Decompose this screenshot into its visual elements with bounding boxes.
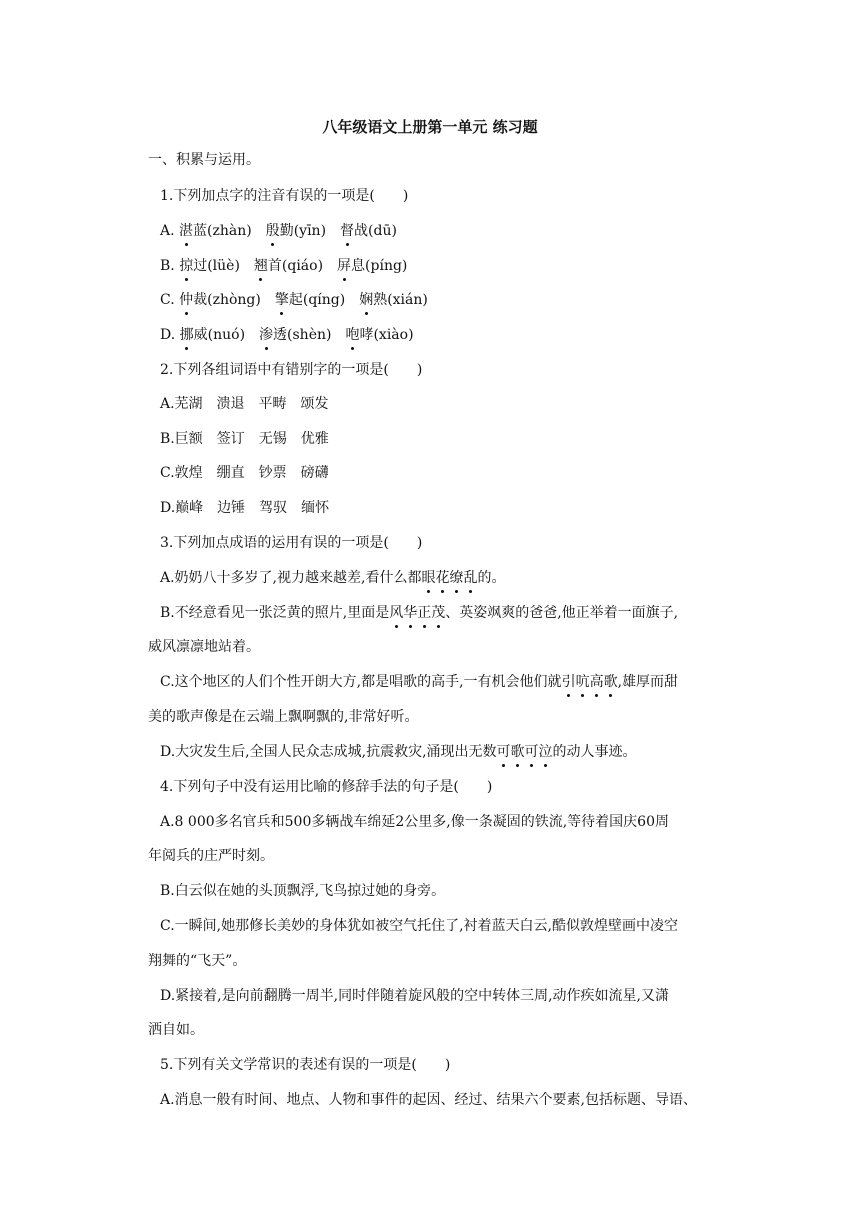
question-1-option-b: B. 掠过(lüè) 翘首(qiáo) 屏息(píng) — [160, 258, 408, 274]
question-4-option-c: C.一瞬间,她那修长美妙的身体犹如被空气托住了,衬着蓝天白云,酷似敦煌壁画中凌空 — [160, 918, 679, 934]
question-5-option-a: A.消息一般有时间、地点、人物和事件的起因、经过、结果六个要素,包括标题、导语、 — [160, 1092, 698, 1108]
question-4-option-b: B.白云似在她的头顶飘浮,飞鸟掠过她的身旁。 — [160, 883, 446, 899]
section-heading: 一、积累与运用。 — [148, 152, 260, 168]
question-2-option-a: A.芜湖 溃退 平畴 颂发 — [160, 396, 329, 412]
question-4-option-a-cont: 年阅兵的庄严时刻。 — [148, 848, 274, 864]
question-3-option-c: C.这个地区的人们个性开朗大方,都是唱歌的高手,一有机会他们就引吭高歌,雄厚而甜 — [160, 674, 679, 690]
question-5-stem: 5.下列有关文学常识的表述有误的一项是( ) — [160, 1057, 451, 1073]
question-1-option-d: D. 挪威(nuó) 渗透(shèn) 咆哮(xiào) — [160, 327, 414, 343]
question-1-option-a: A. 湛蓝(zhàn) 殷勤(yīn) 督战(dū) — [160, 223, 397, 239]
question-2-option-c: C.敦煌 绷直 钞票 磅礴 — [160, 465, 329, 481]
dotted-idiom: 风华正茂 — [389, 605, 446, 621]
page-title: 八年级语文上册第一单元 练习题 — [322, 118, 538, 136]
question-2-stem: 2.下列各组词语中有错别字的一项是( ) — [160, 362, 423, 378]
question-4-option-d-cont: 洒自如。 — [148, 1022, 204, 1038]
question-3-option-b: B.不经意看见一张泛黄的照片,里面是风华正茂、英姿飒爽的爸爸,他正举着一面旗子, — [160, 605, 679, 621]
question-3-option-b-cont: 威风凛凛地站着。 — [148, 639, 260, 655]
question-4-option-c-cont: 翔舞的“飞天”。 — [148, 953, 247, 969]
question-3-option-c-cont: 美的歌声像是在云端上飘啊飘的,非常好听。 — [148, 709, 419, 725]
question-2-option-d: D.巅峰 边锤 驾驭 缅怀 — [160, 500, 330, 516]
question-3-option-d: D.大灾发生后,全国人民众志成城,抗震救灾,涌现出无数可歌可泣的动人事迹。 — [160, 744, 637, 760]
question-2-option-b: B.巨额 签订 无锡 优雅 — [160, 431, 329, 447]
question-1-option-c: C. 仲裁(zhòng) 擎起(qíng) 娴熟(xián) — [160, 292, 428, 308]
question-1-stem: 1.下列加点字的注音有误的一项是( ) — [160, 188, 409, 204]
dotted-idiom: 眼花缭乱 — [421, 570, 478, 586]
dotted-idiom: 可歌可泣 — [496, 744, 553, 760]
dotted-idiom: 引吭高歌 — [561, 674, 618, 690]
question-3-option-a: A.奶奶八十多岁了,视力越来越差,看什么都眼花缭乱的。 — [160, 570, 506, 586]
question-4-option-d: D.紧接着,是向前翻腾一周半,同时伴随着旋风般的空中转体三周,动作疾如流星,又潇 — [160, 988, 669, 1004]
question-4-stem: 4.下列句子中没有运用比喻的修辞手法的句子是( ) — [160, 779, 493, 795]
question-4-option-a: A.8 000多名官兵和500多辆战车绵延2公里多,像一条凝固的铁流,等待着国庆60周 — [160, 814, 669, 830]
question-3-stem: 3.下列加点成语的运用有误的一项是( ) — [160, 535, 423, 551]
